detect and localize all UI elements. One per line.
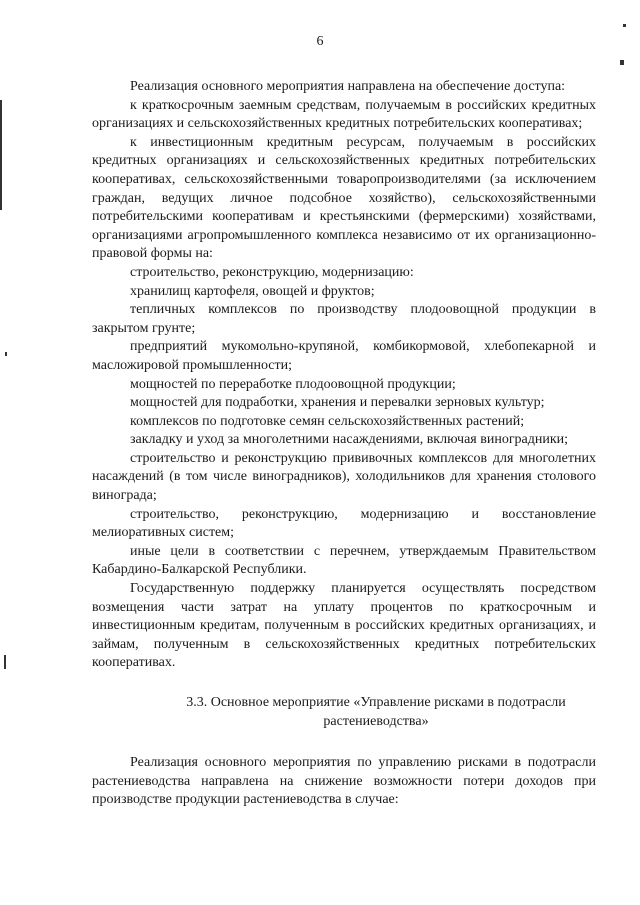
paragraph: закладку и уход за многолетними насаждениями, включая виноградники; <box>130 432 569 448</box>
paragraph: мощностей для подработки, хранения и перевалки зерновых культур; <box>130 395 545 411</box>
paragraph: мощностей по переработке плодоовощной продукции; <box>130 376 456 392</box>
paragraph: хранилищ картофеля, овощей и фруктов; <box>130 283 375 299</box>
section-heading-line: 3.3. Основное мероприятие «Управление рисками в подотрасли <box>186 695 566 710</box>
scan-edge-mark <box>623 24 626 27</box>
paragraph: к краткосрочным заемным средствам, получаемым в российских кредитных организациях и сельскохозяйственных кредитных потребительских кооперативах; <box>92 97 596 132</box>
paragraph: строительство, реконструкцию, модернизацию и восстановление мелиоративных систем; <box>92 506 596 541</box>
page-number: 6 <box>316 34 324 49</box>
scan-edge-mark <box>5 352 7 356</box>
paragraph: комплексов по подготовке семян сельскохозяйственных растений; <box>130 413 525 429</box>
paragraph: строительство, реконструкцию, модернизацию: <box>130 264 414 280</box>
section-heading-line: растениеводства» <box>323 713 429 729</box>
paragraph: Реализация основного мероприятия по управлению рисками в подотрасли растениеводства направлена на снижение возможности потери доходов при производстве продукции растениеводства в случае: <box>92 755 596 808</box>
document-body <box>92 78 596 810</box>
paragraph: иные цели в соответствии с перечнем, утверждаемым Правительством Кабардино-Балкарской Республики. <box>92 543 596 578</box>
paragraph: Государственную поддержку планируется осуществлять посредством возмещения части затрат на уплату процентов по краткосрочным и инвестиционным кредитам, полученным в российских кредитных организациях, и займам, полученным в сельскохозяйственных кредитных потребительских кооперативах. <box>92 581 596 671</box>
paragraph: Реализация основного мероприятия направлена на обеспечение доступа: <box>130 79 566 94</box>
scan-edge-mark <box>620 60 624 65</box>
scan-edge-mark <box>0 100 2 210</box>
paragraph: к инвестиционным кредитным ресурсам, получаемым в российских кредитных организациях и сельскохозяйственных кредитных потребительских кооперативах, сельскохозяйственными товаропроизводителями (за исключением граждан, ведущих личное подсобное хозяйство), сельскохозяйственными потребительскими кооперативам и крестьянскими (фермерскими) хозяйствами, организациями агропромышленного комплекса независимо от их организационно-правовой формы на: <box>92 134 596 262</box>
scan-edge-mark <box>4 655 6 669</box>
paragraph: строительство и реконструкцию прививочных комплексов для многолетних насаждений (в том числе виноградников), холодильников для хранения столового винограда; <box>92 450 596 504</box>
paragraph: предприятий мукомольно-крупяной, комбикормовой, хлебопекарной и масложировой промышленности; <box>92 339 596 373</box>
section-heading <box>92 694 596 731</box>
paragraph: тепличных комплексов по производству плодоовощной продукции в закрытом грунте; <box>92 302 596 336</box>
